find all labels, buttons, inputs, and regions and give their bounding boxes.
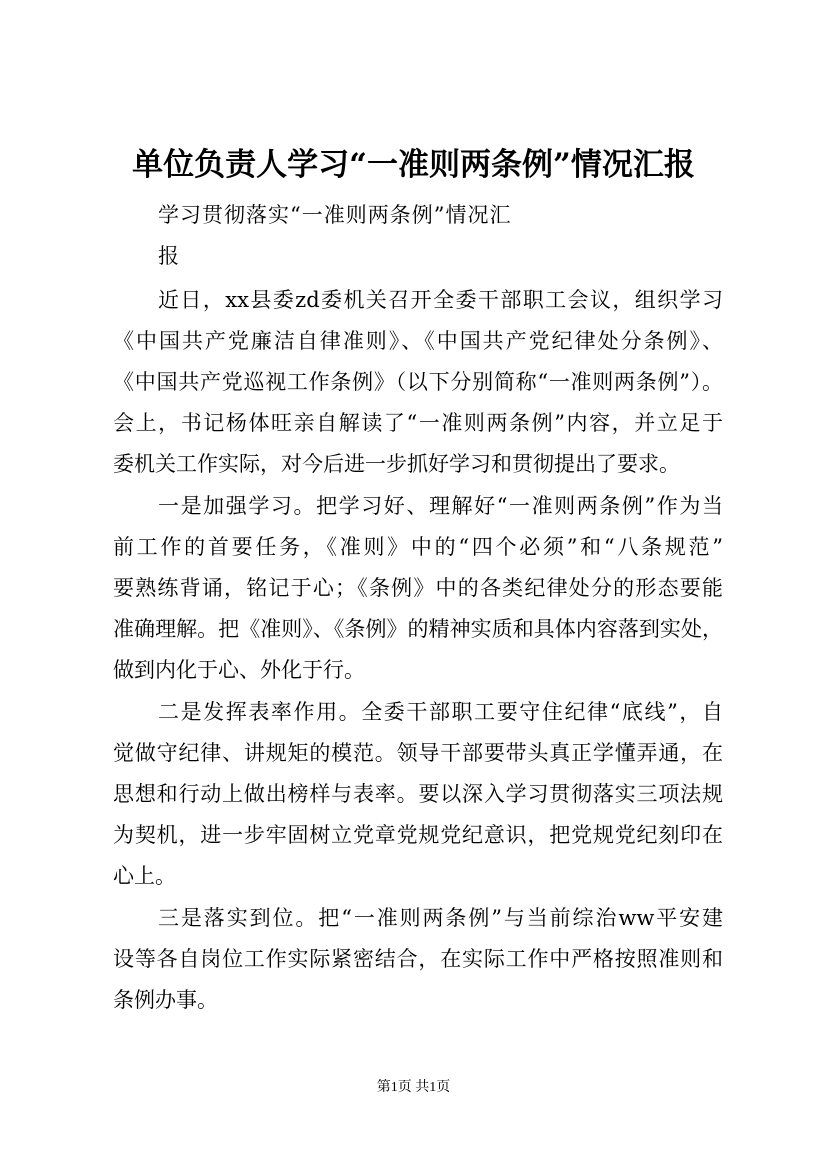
paragraph-line: 《中国共产党廉洁自律准则》、《中国共产党纪律处分条例》、	[113, 329, 723, 353]
paragraph-line: 为契机，进一步牢固树立党章党规党纪意识，把党规党纪刻印在	[113, 823, 723, 847]
paragraph-line: 条例办事。	[113, 988, 218, 1012]
paragraph-line: 准确理解。把《准则》、《条例》的精神实质和具体内容落到实处，	[113, 617, 723, 641]
subtitle-line-2: 报	[158, 244, 180, 268]
paragraph-line: 委机关工作实际，对今后进一步抓好学习和贯彻提出了要求。	[113, 452, 680, 476]
paragraph-line: 要熟练背诵，铭记于心；《条例》中的各类纪律处分的形态要能	[113, 576, 723, 600]
page-footer: 第1页 共1页	[376, 1080, 451, 1095]
paragraph-line: 思想和行动上做出榜样与表率。要以深入学习贯彻落实三项法规	[113, 782, 723, 806]
paragraph-line: 一是加强学习。把学习好、理解好“一准则两条例”作为当	[158, 494, 723, 518]
paragraph-line: 《中国共产党巡视工作条例》（以下分别简称“一准则两条例”）。	[113, 370, 723, 394]
paragraph-line: 觉做守纪律、讲规矩的模范。领导干部要带头真正学懂弄通，在	[113, 741, 723, 765]
paragraph-line: 心上。	[113, 864, 176, 888]
paragraph-line: 前工作的首要任务，《准则》中的“四个必须”和“八条规范”	[113, 535, 723, 559]
paragraph-line: 二是发挥表率作用。全委干部职工要守住纪律“底线”，自	[158, 700, 723, 724]
subtitle-line-1: 学习贯彻落实“一准则两条例”情况汇	[158, 203, 512, 227]
paragraph-line: 三是落实到位。把“一准则两条例”与当前综治ww平安建	[158, 906, 723, 930]
paragraph-line: 做到内化于心、外化于行。	[113, 658, 365, 682]
paragraph-line: 近日，xx县委zd委机关召开全委干部职工会议，组织学习	[158, 288, 723, 312]
paragraph-line: 会上，书记杨体旺亲自解读了“一准则两条例”内容，并立足于	[113, 411, 723, 435]
paragraph-line: 设等各自岗位工作实际紧密结合，在实际工作中严格按照准则和	[113, 947, 723, 971]
document-title: 单位负责人学习“一准则两条例”情况汇报	[132, 147, 695, 183]
